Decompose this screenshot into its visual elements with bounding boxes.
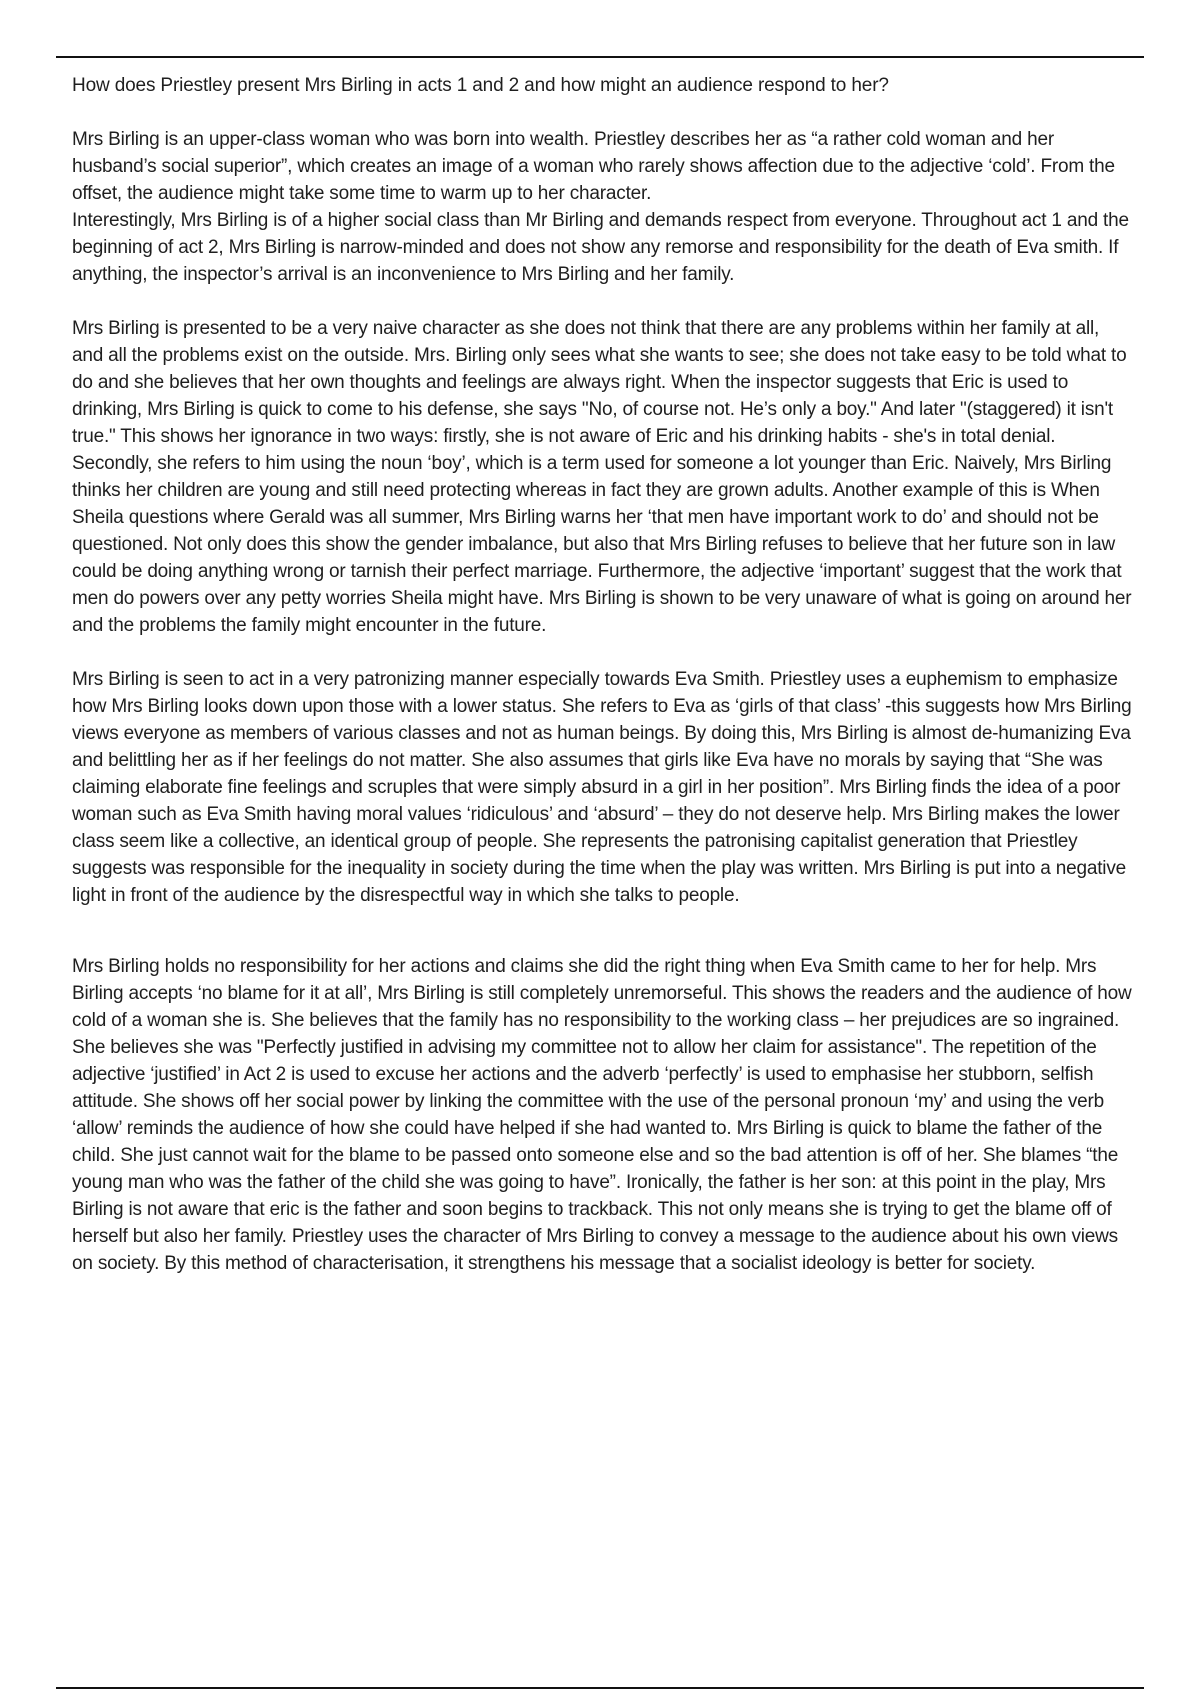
paragraph-responsibility: Mrs Birling holds no responsibility for her actions and claims she did the right thing when Eva Smith came to her for help. Mrs Birling accepts ‘no blame for it at all’, Mrs Birling is still completely unremorseful. This shows the readers and the audience of how cold of a woman she is. She believes that the family has no responsibility to the working class – her prejudices are so ingrained. She believes she was "Perfectly justified in advising my committee not to allow her claim for assistance". The repetition of the adjective ‘justified’ in Act 2 is used to excuse her actions and the adverb ‘perfectly’ is used to emphasise her stubborn, selfish attitude. She shows off her social power by linking the committee with the use of the personal pronoun ‘my’ and using the verb ‘allow’ reminds the audience of how she could have helped if she had wanted to. Mrs Birling is quick to blame the father of the child. She just cannot wait for the blame to be passed onto someone else and so the bad attention is off of her. She blames “the young man who was the father of the child she was going to have”. Ironically, the father is her son: at this point in the play, Mrs Birling is not aware that eric is the father and soon begins to trackback. This not only means she is trying to get the blame off of herself but also her family. Priestley uses the character of Mrs Birling to convey a message to the audience about his own views on society. By this method of characterisation, it strengthens his message that a socialist ideology is better for society. — [72, 956, 1132, 1274]
essay-question: How does Priestley present Mrs Birling in acts 1 and 2 and how might an audience respond to her? — [72, 75, 889, 96]
paragraph-naivety: Mrs Birling is presented to be a very naive character as she does not think that there are any problems within her family at all, and all the problems exist on the outside. Mrs. Birling only sees what she wants to see; she does not take easy to be told what to do and she believes that her own thoughts and feelings are always right. When the inspector suggests that Eric is used to drinking, Mrs Birling is quick to come to his defense, she says "No, of course not. He’s only a boy." And later "(staggered) it isn't true." This shows her ignorance in two ways: firstly, she is not aware of Eric and his drinking habits - she's in total denial. Secondly, she refers to him using the noun ‘boy’, which is a term used for someone a lot younger than Eric. Naively, Mrs Birling thinks her children are young and still need protecting whereas in fact they are grown adults. Another example of this is When Sheila questions where Gerald was all summer, Mrs Birling warns her ‘that men have important work to do’ and should not be questioned. Not only does this show the gender imbalance, but also that Mrs Birling refuses to believe that her future son in law could be doing anything wrong or tarnish their perfect marriage. Furthermore, the adjective ‘important’ suggest that the work that men do powers over any petty worries Sheila might have. Mrs Birling is shown to be very unaware of what is going on around her and the problems the family might encounter in the future. — [72, 318, 1132, 636]
spacer — [72, 288, 1134, 315]
top-rule — [56, 56, 1144, 58]
paragraph-social-class: Interestingly, Mrs Birling is of a higher social class than Mr Birling and demands respect from everyone. Throughout act 1 and the beginning of act 2, Mrs Birling is narrow-minded and does not show any remorse and responsibility for the death of Eva smith. If anything, the inspector’s arrival is an inconvenience to Mrs Birling and her family. — [72, 210, 1129, 285]
bottom-rule — [56, 1687, 1144, 1689]
spacer — [72, 639, 1134, 666]
spacer — [72, 909, 1134, 953]
essay-body — [72, 72, 1134, 1277]
paragraph-patronizing: Mrs Birling is seen to act in a very patronizing manner especially towards Eva Smith. Priestley uses a euphemism to emphasize how Mrs Birling looks down upon those with a lower status. She refers to Eva as ‘girls of that class’ -this suggests how Mrs Birling views everyone as members of various classes and not as human beings. By doing this, Mrs Birling is almost de-humanizing Eva and belittling her as if her feelings do not matter. She also assumes that girls like Eva have no morals by saying that “She was claiming elaborate fine feelings and scruples that were simply absurd in a girl in her position”. Mrs Birling finds the idea of a poor woman such as Eva Smith having moral values ‘ridiculous’ and ‘absurd’ – they do not deserve help. Mrs Birling makes the lower class seem like a collective, an identical group of people. She represents the patronising capitalist generation that Priestley suggests was responsible for the inequality in society during the time when the play was written. Mrs Birling is put into a negative light in front of the audience by the disrespectful way in which she talks to people. — [72, 669, 1132, 906]
paragraph-intro: Mrs Birling is an upper-class woman who was born into wealth. Priestley describes her as “a rather cold woman and her husband’s social superior”, which creates an image of a woman who rarely shows affection due to the adjective ‘cold’. From the offset, the audience might take some time to warm up to her character. — [72, 129, 1115, 204]
spacer — [72, 99, 1134, 126]
